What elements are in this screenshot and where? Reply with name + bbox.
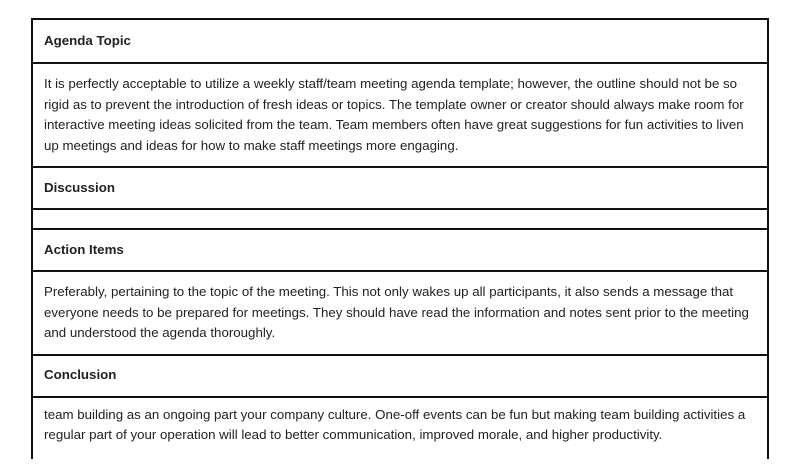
section-heading-row (32, 19, 768, 63)
discussion-body (32, 209, 768, 229)
agenda-table (31, 18, 769, 459)
agenda-topic-body: It is perfectly acceptable to utilize a weekly staff/team meeting agenda template; however, the outline should not be so rigid as to prevent the introduction of fresh ideas or topics. The template owner or creator should always make room for interactive meeting ideas solicited from the team. Team members often have great suggestions for fun activities to liven up meetings and ideas for how to make staff meetings more engaging. (32, 63, 768, 167)
section-heading-row (32, 229, 768, 271)
section-heading-row (32, 167, 768, 209)
section-heading-row (32, 355, 768, 397)
action-items-body: Preferably, pertaining to the topic of the meeting. This not only wakes up all participants, it also sends a message that everyone needs to be prepared for meetings. They should have read the information and notes sent prior to the meeting and understood the agenda thoroughly. (32, 271, 768, 355)
conclusion-heading: Conclusion (32, 355, 768, 397)
section-body-row (32, 397, 768, 459)
action-items-heading: Action Items (32, 229, 768, 271)
conclusion-body: team building as an ongoing part your company culture. One-off events can be fun but making team building activities a regular part of your operation will lead to better communication, improved morale, and higher productivity. (32, 397, 768, 459)
agenda-topic-heading: Agenda Topic (32, 19, 768, 63)
discussion-heading: Discussion (32, 167, 768, 209)
section-body-row (32, 271, 768, 355)
section-body-row (32, 63, 768, 167)
section-body-row (32, 209, 768, 229)
